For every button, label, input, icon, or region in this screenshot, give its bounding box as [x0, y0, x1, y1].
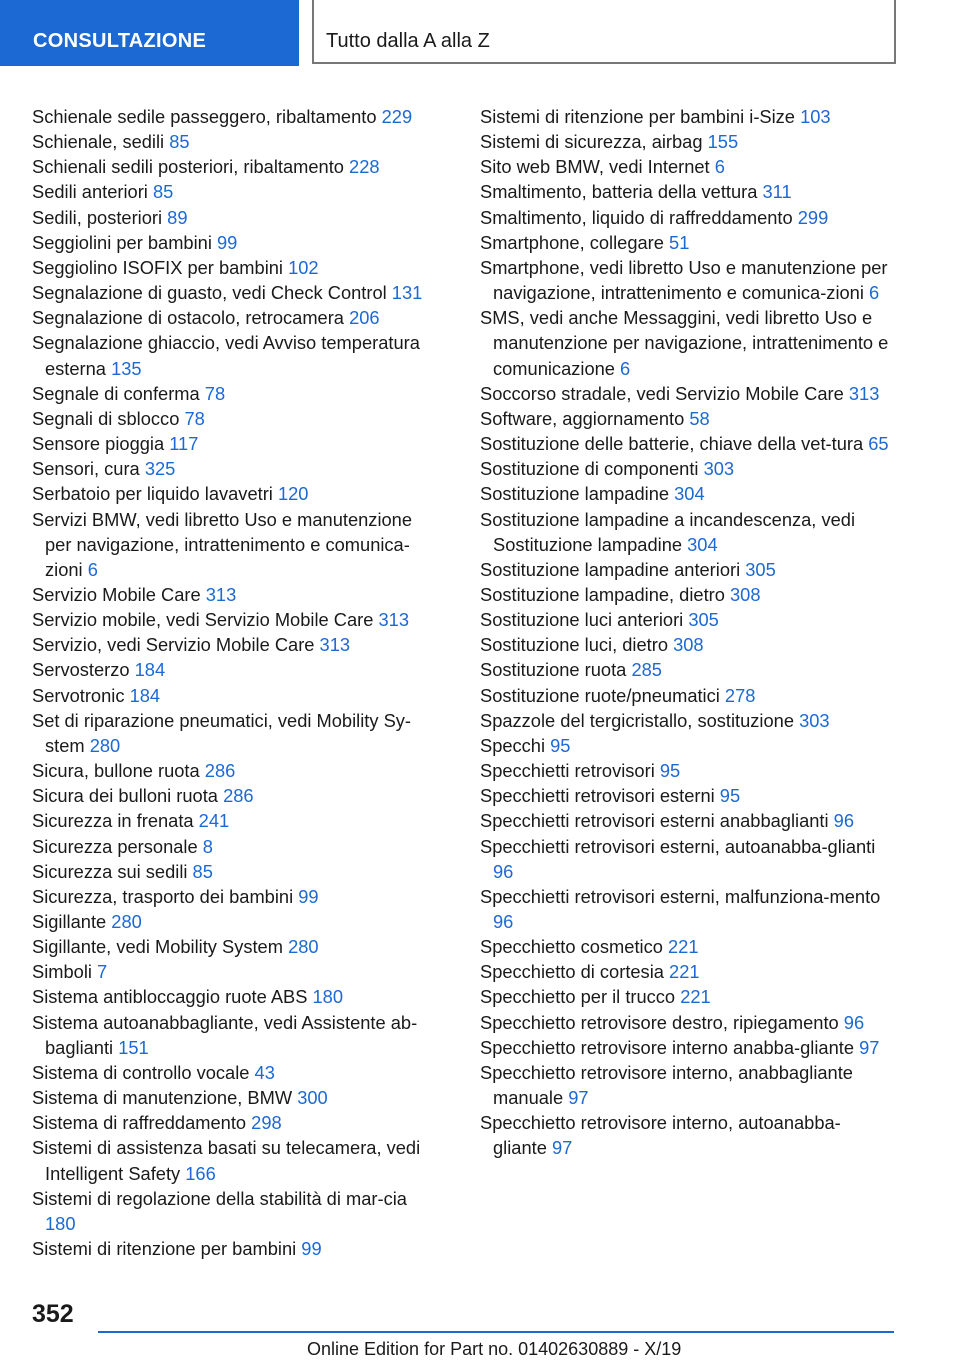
entry-text: Smartphone, vedi libretto Uso e manutenzione per navigazione, intrattenimento e comunica-zioni [480, 256, 888, 304]
entry-text: Sistema antibloccaggio ruote ABS [32, 986, 308, 1008]
entry-text: Specchietti retrovisori esterni [480, 785, 715, 807]
footer-divider [98, 1331, 894, 1333]
index-entry [480, 708, 890, 733]
entry-text: Specchietti retrovisori esterni, autoanabba-glianti [480, 835, 876, 857]
index-entry [32, 834, 442, 859]
entry-text: Specchietti retrovisori esterni, malfunziona-mento [480, 885, 881, 907]
page-reference-link[interactable]: 313 [378, 609, 409, 631]
page-reference-link[interactable]: 85 [192, 860, 213, 882]
page-reference-link[interactable]: 6 [620, 357, 631, 379]
index-entry [480, 305, 890, 380]
page-reference-link[interactable]: 180 [45, 1212, 76, 1234]
page-reference-link[interactable]: 228 [349, 156, 380, 178]
index-entry [480, 683, 890, 708]
index-column-right [480, 104, 890, 1161]
entry-text: Segnali di sblocco [32, 407, 180, 429]
page-reference-link[interactable]: 305 [745, 558, 776, 580]
index-entry [480, 1060, 890, 1110]
index-entry [480, 456, 890, 481]
index-entry [480, 255, 890, 305]
entry-text: Specchietto retrovisore interno anabba-gliante [480, 1036, 854, 1058]
index-entry [32, 255, 442, 280]
page-reference-link[interactable]: 278 [724, 684, 756, 706]
entry-text: Servizio mobile, vedi Servizio Mobile Care [32, 609, 374, 631]
entry-text: Segnalazione di guasto, vedi Check Control [32, 282, 387, 304]
entry-text: Spazzole del tergicristallo, sostituzione [480, 709, 794, 731]
page-reference-link[interactable]: 308 [673, 634, 704, 656]
page-reference-link[interactable]: 300 [297, 1087, 328, 1109]
page-reference-link[interactable]: 85 [152, 181, 174, 203]
index-entry [32, 909, 442, 934]
page-reference-link[interactable]: 96 [833, 810, 854, 832]
entry-text: Servizi BMW, vedi libretto Uso e manutenzione per navigazione, intrattenimento e comunica-zioni [32, 508, 413, 580]
page-reference-link[interactable]: 99 [298, 885, 319, 907]
entry-text: Software, aggiornamento [480, 407, 685, 429]
page-reference-link[interactable]: 95 [659, 760, 681, 782]
index-entry [480, 230, 890, 255]
index-entry [480, 1035, 890, 1060]
entry-text: Smartphone, collegare [480, 231, 664, 253]
page-reference-link[interactable]: 117 [169, 433, 199, 455]
index-entry [32, 959, 442, 984]
page-reference-link[interactable]: 286 [204, 760, 236, 782]
entry-text: Sostituzione ruota [480, 659, 627, 681]
section-tab[interactable]: CONSULTAZIONE [0, 0, 299, 66]
index-entry [480, 104, 890, 129]
page-reference-link[interactable]: 184 [129, 684, 161, 706]
index-entry [32, 758, 442, 783]
entry-text: Sistemi di regolazione della stabilità di mar-cia [32, 1187, 407, 1209]
page-reference-link[interactable]: 99 [301, 1238, 322, 1260]
entry-text: Sicurezza in frenata [32, 810, 194, 832]
index-entry [32, 657, 442, 682]
entry-text: Sostituzione lampadine [480, 483, 670, 505]
index-entry [32, 330, 442, 380]
index-entry [32, 481, 442, 506]
entry-text: Sostituzione delle batterie, chiave della vet-tura [480, 433, 864, 455]
index-entry [32, 154, 442, 179]
page-reference-link[interactable]: 305 [688, 609, 719, 631]
index-entry [480, 808, 890, 833]
entry-text: Sostituzione lampadine, dietro [480, 583, 725, 605]
index-entry [32, 607, 442, 632]
page-reference-link[interactable]: 65 [868, 433, 889, 455]
page-reference-link[interactable]: 99 [216, 231, 238, 253]
index-entry [32, 381, 442, 406]
entry-text: Sicurezza, trasporto dei bambini [32, 885, 294, 907]
index-entry [32, 783, 442, 808]
entry-text: Specchi [480, 734, 546, 756]
index-entry [32, 1110, 442, 1135]
entry-text: Sostituzione ruote/pneumatici [480, 684, 720, 706]
entry-text: Soccorso stradale, vedi Servizio Mobile Care [480, 382, 844, 404]
page-reference-link[interactable]: 96 [493, 860, 514, 882]
entry-text: SMS, vedi anche Messaggini, vedi libretto Uso e manutenzione per navigazione, intrattenimento e comunicazione [480, 307, 889, 379]
page-reference-link[interactable]: 303 [703, 458, 735, 480]
page-reference-link[interactable]: 131 [391, 282, 423, 304]
page-reference-link[interactable]: 6 [714, 156, 725, 178]
entry-text: Sicura dei bulloni ruota [32, 785, 218, 807]
page-reference-link[interactable]: 285 [631, 659, 662, 681]
page-header [0, 0, 960, 66]
page-reference-link[interactable]: 78 [204, 382, 226, 404]
page-reference-link[interactable]: 85 [169, 131, 190, 153]
entry-text: Sicurezza sui sedili [32, 860, 188, 882]
index-entry [32, 1085, 442, 1110]
index-entry [32, 808, 442, 833]
page-reference-link[interactable]: 229 [381, 106, 413, 127]
entry-text: Sostituzione luci anteriori [480, 609, 684, 631]
chapter-title: Tutto dalla A alla Z [312, 0, 896, 64]
index-entry [480, 758, 890, 783]
entry-text: Segnalazione di ostacolo, retrocamera [32, 307, 344, 329]
entry-text: Seggiolino ISOFIX per bambini [32, 256, 283, 278]
index-entry [32, 456, 442, 481]
index-entry [32, 1060, 442, 1085]
page-reference-link[interactable]: 96 [843, 1011, 865, 1033]
page-reference-link[interactable]: 313 [205, 583, 237, 605]
entry-text: Sicurezza personale [32, 835, 198, 857]
entry-text: Smaltimento, liquido di raffreddamento [480, 206, 793, 228]
page-reference-link[interactable]: 311 [762, 181, 792, 203]
page-reference-link[interactable]: 221 [680, 986, 711, 1008]
page-reference-link[interactable]: 304 [687, 533, 718, 555]
entry-text: Schienali sedili posteriori, ribaltamento [32, 156, 344, 178]
index-entry [32, 305, 442, 330]
index-entry [32, 632, 442, 657]
page-reference-link[interactable]: 135 [111, 357, 142, 379]
page-reference-link[interactable]: 303 [799, 709, 830, 731]
index-entry [480, 431, 890, 456]
page-reference-link[interactable]: 286 [223, 785, 254, 807]
index-entry [32, 859, 442, 884]
index-entry [480, 834, 890, 884]
index-entry [480, 1110, 890, 1160]
index-entry [480, 632, 890, 657]
page-reference-link[interactable]: 120 [277, 483, 309, 505]
entry-text: Sistemi di assistenza basati su telecamera, vedi Intelligent Safety [32, 1137, 421, 1184]
page-reference-link[interactable]: 206 [349, 307, 380, 329]
entry-text: Sigillante, vedi Mobility System [32, 936, 283, 958]
entry-text: Sostituzione lampadine a incandescenza, vedi Sostituzione lampadine [480, 508, 856, 555]
page-reference-link[interactable]: 8 [202, 835, 213, 857]
page-reference-link[interactable]: 221 [669, 961, 700, 983]
page-reference-link[interactable]: 43 [254, 1061, 275, 1083]
edition-text: Online Edition for Part no. 01402630889 - X/19 [307, 1339, 682, 1359]
index-entry [32, 205, 442, 230]
entry-text: Specchietto cosmetico [480, 936, 663, 958]
page-reference-link[interactable]: 280 [288, 936, 319, 958]
index-entry [32, 431, 442, 456]
index-entry [32, 708, 442, 758]
entry-text: Sicura, bullone ruota [32, 760, 200, 782]
index-entry [480, 783, 890, 808]
index-entry [32, 230, 442, 255]
page-reference-link[interactable]: 166 [185, 1162, 216, 1184]
page-reference-link[interactable]: 313 [319, 634, 351, 656]
page-reference-link[interactable]: 97 [859, 1036, 880, 1058]
entry-text: Sostituzione di componenti [480, 458, 699, 480]
page-reference-link[interactable]: 151 [118, 1036, 149, 1058]
index-entry [32, 406, 442, 431]
index-entry [480, 154, 890, 179]
page-reference-link[interactable]: 97 [568, 1087, 589, 1109]
index-entry [32, 984, 442, 1009]
index-entry [32, 129, 442, 154]
page-reference-link[interactable]: 221 [668, 936, 699, 958]
entry-text: Sistema di controllo vocale [32, 1061, 250, 1083]
entry-text: Sistema autoanabbagliante, vedi Assistente ab-baglianti [32, 1011, 418, 1058]
index-entry [480, 884, 890, 934]
entry-text: Sensori, cura [32, 458, 140, 480]
index-entry [480, 129, 890, 154]
index-entry [480, 507, 890, 557]
index-entry [32, 280, 442, 305]
entry-text: Set di riparazione pneumatici, vedi Mobility Sy-stem [32, 709, 411, 756]
entry-text: Specchietto retrovisore interno, autoanabba-gliante [480, 1112, 841, 1159]
index-entry [32, 104, 442, 129]
entry-text: Sigillante [32, 911, 107, 932]
entry-text: Servosterzo [32, 659, 130, 681]
index-entry [32, 507, 442, 582]
index-entry [480, 381, 890, 406]
index-entry [480, 582, 890, 607]
page-reference-link[interactable]: 102 [288, 256, 319, 278]
index-entry [32, 884, 442, 909]
page-reference-link[interactable]: 298 [251, 1112, 282, 1134]
index-entry [480, 557, 890, 582]
index-entry [32, 683, 442, 708]
entry-text: Specchietti retrovisori esterni anabbaglianti [480, 810, 829, 832]
entry-text: Sensore pioggia [32, 433, 165, 455]
page-reference-link[interactable]: 95 [550, 734, 571, 756]
index-entry [32, 1135, 442, 1185]
entry-text: Servotronic [32, 684, 125, 706]
page-reference-link[interactable]: 51 [669, 231, 690, 253]
page-reference-link[interactable]: 299 [797, 206, 829, 228]
index-entry [480, 984, 890, 1009]
page-reference-link[interactable]: 97 [551, 1137, 573, 1159]
page-reference-link[interactable]: 89 [167, 206, 188, 228]
entry-text: Sistemi di sicurezza, airbag [480, 131, 703, 153]
page-reference-link[interactable]: 155 [707, 131, 739, 153]
entry-text: Sito web BMW, vedi Internet [480, 156, 710, 178]
page-number: 352 [32, 1300, 74, 1328]
entry-text: Servizio, vedi Servizio Mobile Care [32, 634, 315, 656]
entry-text: Specchietto per il trucco [480, 986, 676, 1008]
page-reference-link[interactable]: 308 [730, 583, 761, 605]
entry-text: Specchietto retrovisore interno, anabbagliante manuale [480, 1061, 853, 1109]
index-entry [480, 607, 890, 632]
entry-text: Sostituzione luci, dietro [480, 634, 668, 656]
index-entry [480, 733, 890, 758]
entry-text: Schienale sedile passeggero, ribaltamento [32, 106, 377, 127]
page-reference-link[interactable]: 280 [111, 911, 142, 932]
index-entry [480, 959, 890, 984]
entry-text: Sistemi di ritenzione per bambini [32, 1238, 297, 1260]
page-reference-link[interactable]: 96 [493, 911, 514, 932]
index-entry [32, 179, 442, 204]
page-reference-link[interactable]: 304 [674, 483, 705, 505]
entry-text: Sedili, posteriori [32, 206, 163, 228]
entry-text: Servizio Mobile Care [32, 583, 201, 605]
entry-text: Segnale di conferma [32, 382, 200, 404]
entry-text: Sistema di raffreddamento [32, 1112, 247, 1134]
index-entry [480, 205, 890, 230]
page-reference-link[interactable]: 280 [89, 734, 121, 756]
index-entry [480, 934, 890, 959]
page-reference-link[interactable]: 180 [312, 986, 344, 1008]
entry-text: Specchietti retrovisori [480, 760, 655, 782]
entry-text: Sostituzione lampadine anteriori [480, 558, 741, 580]
index-entry [480, 481, 890, 506]
page-reference-link[interactable]: 58 [689, 407, 710, 429]
entry-text: Specchietto di cortesia [480, 961, 664, 983]
entry-text: Schienale, sedili [32, 131, 165, 153]
index-column-left [32, 104, 442, 1261]
index-entry [32, 934, 442, 959]
entry-text: Serbatoio per liquido lavavetri [32, 483, 273, 505]
entry-text: Sistemi di ritenzione per bambini i-Size [480, 106, 795, 127]
page-reference-link[interactable]: 184 [134, 659, 166, 681]
entry-text: Sistema di manutenzione, BMW [32, 1087, 293, 1109]
entry-text: Smaltimento, batteria della vettura [480, 181, 758, 203]
index-entry [32, 1186, 442, 1236]
page-reference-link[interactable]: 313 [848, 382, 880, 404]
page-reference-link[interactable]: 6 [869, 282, 880, 304]
entry-text: Simboli [32, 961, 92, 983]
page-reference-link[interactable]: 6 [87, 558, 98, 580]
index-entry [480, 657, 890, 682]
page-reference-link[interactable]: 78 [184, 407, 205, 429]
page-reference-link[interactable]: 241 [198, 810, 230, 832]
entry-text: Sedili anteriori [32, 181, 148, 203]
index-entry [32, 1010, 442, 1060]
index-entry [32, 582, 442, 607]
index-entry [32, 1236, 442, 1261]
page-reference-link[interactable]: 325 [144, 458, 176, 480]
entry-text: Segnalazione ghiaccio, vedi Avviso temperatura esterna [32, 332, 420, 379]
page-reference-link[interactable]: 95 [719, 785, 741, 807]
page-reference-link[interactable]: 103 [800, 106, 831, 127]
page-reference-link[interactable]: 7 [97, 961, 108, 983]
entry-text: Seggiolini per bambini [32, 231, 212, 253]
index-entry [480, 406, 890, 431]
index-entry [480, 179, 890, 204]
index-entry [480, 1010, 890, 1035]
entry-text: Specchietto retrovisore destro, ripiegamento [480, 1011, 839, 1033]
